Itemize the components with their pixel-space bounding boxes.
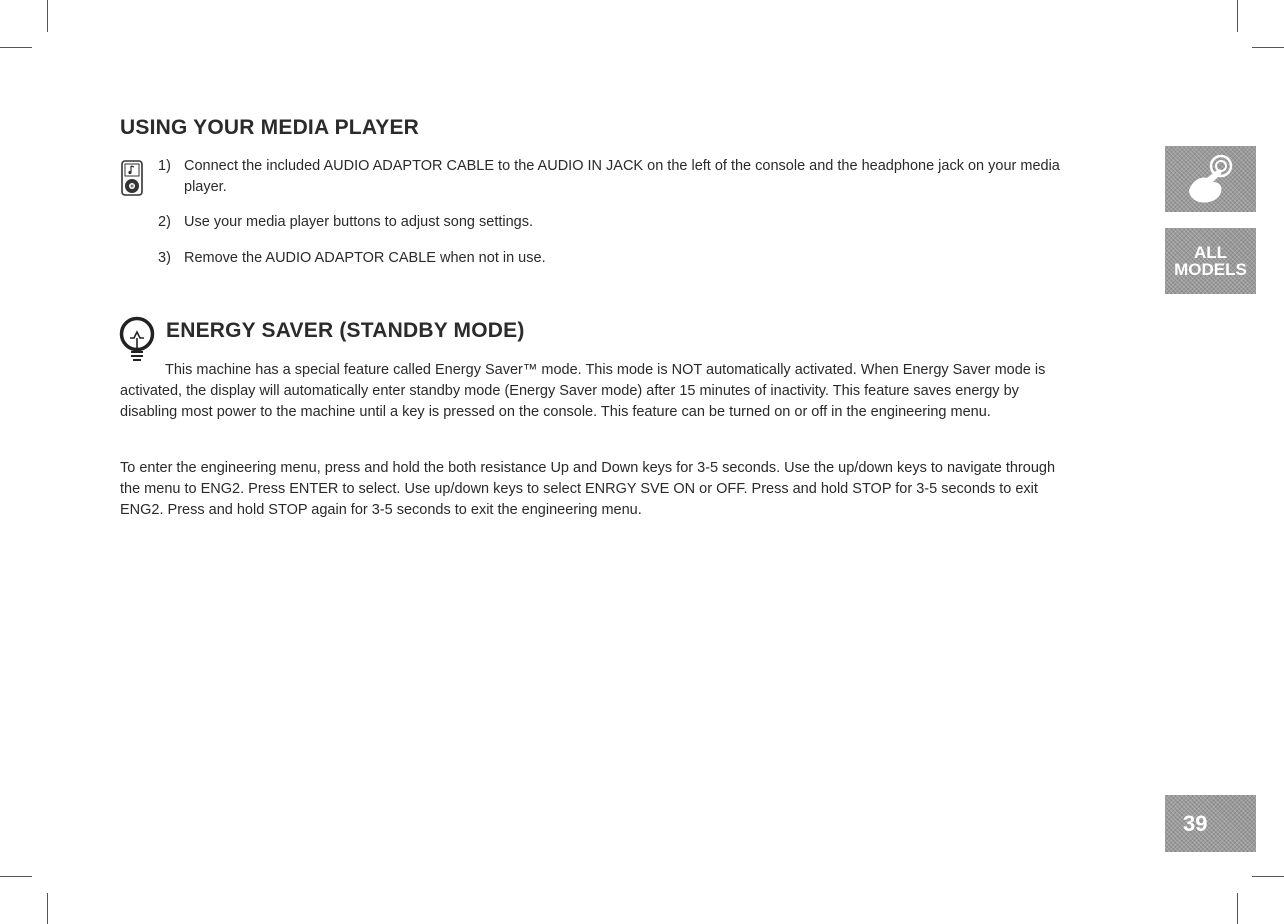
crop-mark	[1237, 0, 1238, 32]
step-number: 2)	[158, 214, 171, 230]
step-text: Use your media player buttons to adjust song settings.	[184, 214, 533, 230]
engineering-menu-instructions: To enter the engineering menu, press and hold the both resistance Up and Down keys for 3-5 seconds. Use the up/down keys to navigate through the menu to ENG2. Press ENTER to select. Use up/down keys to select ENRGY SVE ON or OFF. Press and hold STOP for 3-5 seconds to exit ENG2. Press and hold STOP again for 3-5 seconds to exit the engineering menu.	[120, 460, 1056, 518]
crop-mark	[47, 893, 48, 924]
energy-saver-description: This machine has a special feature called Energy Saver™ mode. This mode is NOT automatically activated. When Energy Saver mode is activated, the display will automatically enter standby mode (Energy Saver mode) after 15 minutes of inactivity. This feature saves energy by disabling most power to the machine until a key is pressed on the console. This feature can be turned on or off in the engineering menu.	[120, 362, 1046, 420]
light-bulb-icon	[118, 316, 156, 362]
crop-mark	[47, 0, 48, 32]
media-player-icon	[121, 160, 143, 196]
all-models-tab	[1165, 228, 1256, 294]
crop-mark	[1252, 876, 1284, 877]
crop-mark	[1237, 893, 1238, 924]
step-number: 1)	[158, 158, 171, 174]
hand-touch-icon	[1183, 150, 1241, 208]
all-models-label-line2: MODELS	[1174, 260, 1247, 279]
step-text: Connect the included AUDIO ADAPTOR CABLE to the AUDIO IN JACK on the left of the console and the headphone jack on your media player.	[184, 158, 1060, 195]
page-number: 39	[1183, 810, 1208, 836]
crop-mark	[0, 876, 32, 877]
step-item	[158, 248, 1078, 270]
step-number: 3)	[158, 250, 171, 266]
crop-mark	[1252, 47, 1284, 48]
all-models-label-line1: ALL	[1193, 243, 1228, 262]
step-item	[158, 212, 1078, 234]
section-title-energy-saver: ENERGY SAVER (STANDBY MODE)	[166, 319, 525, 342]
usage-tab	[1165, 146, 1256, 212]
step-item	[158, 156, 1078, 200]
crop-mark	[0, 47, 32, 48]
page-number-tab	[1165, 795, 1256, 852]
step-text: Remove the AUDIO ADAPTOR CABLE when not in use.	[184, 250, 546, 266]
section-title-media-player: USING YOUR MEDIA PLAYER	[120, 116, 420, 139]
